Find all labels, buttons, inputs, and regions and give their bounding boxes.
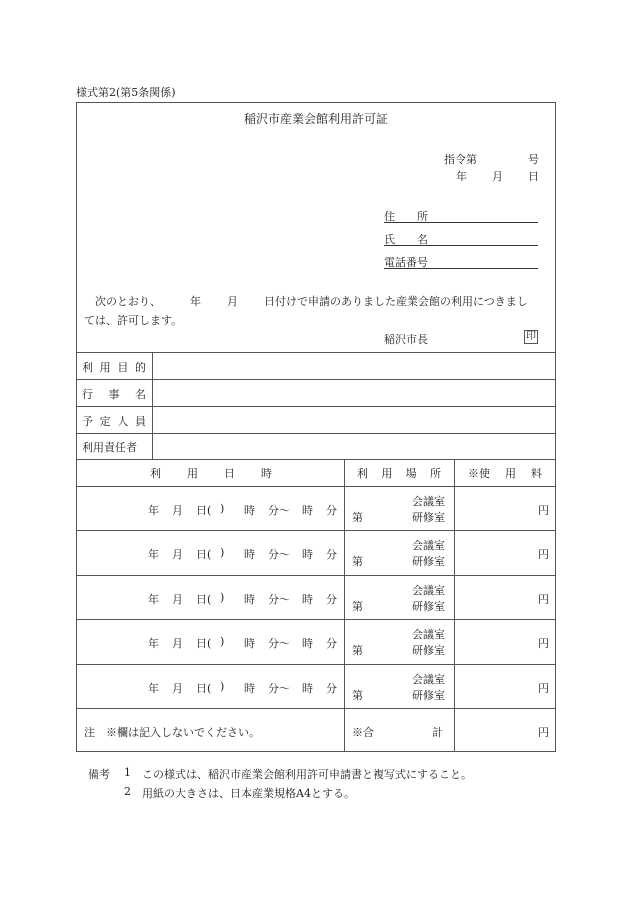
- datetime-unit: 時: [302, 548, 313, 561]
- header-usage-place: [357, 465, 441, 481]
- place-option-meeting-room[interactable]: 会議室: [412, 495, 445, 508]
- datetime-unit: 時: [244, 548, 255, 561]
- name-label: 氏 名: [384, 233, 428, 246]
- header-usage-datetime: [150, 465, 272, 481]
- form-number-label: 様式第2(第5条関係): [76, 86, 176, 99]
- phone-label: 電話番号: [384, 256, 428, 269]
- name-field-line[interactable]: [384, 245, 538, 246]
- header-char: 用: [381, 467, 393, 480]
- datetime-unit: ): [220, 680, 225, 693]
- remarks-label: 備考: [88, 768, 110, 781]
- address-label: 住 所: [384, 210, 428, 223]
- datetime-unit: 年: [148, 682, 159, 695]
- label-char: 名: [135, 388, 146, 401]
- datetime-unit: 時: [302, 504, 313, 517]
- datetime-unit: 時: [244, 637, 255, 650]
- place-prefix: 第: [352, 644, 363, 657]
- datetime-unit: 年: [148, 637, 159, 650]
- fee-unit: 円: [538, 548, 549, 561]
- total-label-a: ※合: [352, 726, 374, 739]
- header-char: 場: [405, 467, 417, 480]
- header-char: 所: [429, 467, 441, 480]
- header-char: 用: [187, 467, 198, 480]
- body-text-intro: 次のとおり、: [95, 295, 161, 308]
- header-char: 日: [224, 467, 235, 480]
- remark-text: この様式は、稲沢市産業会館利用許可申請書と複写式にすること。: [142, 768, 472, 781]
- datetime-unit: ): [220, 635, 225, 648]
- place-option-meeting-room[interactable]: 会議室: [412, 584, 445, 597]
- place-option-training-room[interactable]: 研修室: [412, 644, 445, 657]
- place-option-meeting-room[interactable]: 会議室: [412, 628, 445, 641]
- datetime-unit: 分: [326, 593, 337, 606]
- datetime-unit: 時: [244, 593, 255, 606]
- directive-suffix: 号: [528, 153, 539, 166]
- remark-number: 1: [124, 766, 131, 779]
- datetime-unit: 日(: [196, 593, 212, 606]
- datetime-unit: 月: [172, 637, 183, 650]
- place-option-training-room[interactable]: 研修室: [412, 689, 445, 702]
- body-text-rest: 日付けで申請のありました産業会館の利用につきまし: [264, 295, 528, 308]
- datetime-unit: 分〜: [268, 637, 290, 650]
- purpose-input[interactable]: [153, 353, 555, 378]
- datetime-unit: 時: [302, 637, 313, 650]
- place-option-training-room[interactable]: 研修室: [412, 600, 445, 613]
- datetime-unit: 時: [244, 682, 255, 695]
- seal-stamp-box: 印: [526, 331, 536, 342]
- datetime-unit: ): [220, 502, 225, 515]
- datetime-unit: 月: [172, 548, 183, 561]
- body-text-month: 月: [227, 295, 238, 308]
- responsible-person-input[interactable]: [153, 434, 555, 458]
- fee-unit: 円: [538, 504, 549, 517]
- divider: [76, 486, 556, 487]
- divider: [76, 664, 556, 665]
- issuer-name: 稲沢市長: [384, 333, 428, 346]
- datetime-unit: 年: [148, 593, 159, 606]
- divider: [76, 459, 556, 460]
- datetime-unit: 分: [326, 682, 337, 695]
- datetime-unit: ): [220, 546, 225, 559]
- label-char: 員: [134, 415, 146, 428]
- place-prefix: 第: [352, 511, 363, 524]
- issue-date-day: 日: [528, 170, 539, 183]
- label-char: 予: [82, 415, 93, 428]
- place-option-meeting-room[interactable]: 会議室: [412, 539, 445, 552]
- total-label-b: 計: [432, 726, 443, 739]
- label-char: 目: [117, 361, 129, 374]
- datetime-unit: 年: [148, 504, 159, 517]
- divider: [76, 708, 556, 709]
- datetime-unit: 時: [244, 504, 255, 517]
- remark-text: 用紙の大きさは、日本産業規格A4とする。: [142, 787, 355, 800]
- place-prefix: 第: [352, 600, 363, 613]
- place-option-meeting-room[interactable]: 会議室: [412, 673, 445, 686]
- header-usage-fee: [468, 465, 542, 481]
- directive-prefix: 指令第: [444, 153, 477, 166]
- divider: [76, 530, 556, 531]
- field-label-attendees: [76, 413, 152, 429]
- header-char: 利: [150, 467, 161, 480]
- field-label-responsible-person: 利用責任者: [82, 441, 137, 454]
- datetime-unit: 年: [148, 548, 159, 561]
- datetime-unit: 日(: [196, 682, 212, 695]
- datetime-unit: 分〜: [268, 682, 290, 695]
- fee-unit: 円: [538, 637, 549, 650]
- label-char: 的: [134, 361, 146, 374]
- field-label-event-name: [76, 386, 152, 402]
- datetime-unit: 分: [326, 548, 337, 561]
- header-char: 用: [505, 467, 516, 480]
- datetime-unit: 日(: [196, 548, 212, 561]
- datetime-unit: 月: [172, 682, 183, 695]
- datetime-unit: 分〜: [268, 548, 290, 561]
- address-field-line[interactable]: [384, 222, 538, 223]
- body-text-line2: ては、許可します。: [84, 314, 183, 327]
- issue-date-year: 年: [456, 170, 467, 183]
- place-prefix: 第: [352, 555, 363, 568]
- field-label-purpose: [76, 359, 152, 375]
- label-char: 用: [99, 361, 111, 374]
- datetime-unit: 日(: [196, 504, 212, 517]
- datetime-unit: 日(: [196, 637, 212, 650]
- divider: [76, 619, 556, 620]
- header-char: 時: [261, 467, 272, 480]
- attendees-input[interactable]: [153, 407, 555, 432]
- phone-field-line[interactable]: [384, 268, 538, 269]
- issue-date-month: 月: [492, 170, 503, 183]
- datetime-unit: 月: [172, 593, 183, 606]
- datetime-unit: 分: [326, 504, 337, 517]
- total-fee-unit: 円: [538, 726, 549, 739]
- label-char: 行: [82, 388, 93, 401]
- label-char: 定: [99, 415, 111, 428]
- datetime-unit: 時: [302, 593, 313, 606]
- datetime-unit: 分〜: [268, 504, 290, 517]
- label-char: 利: [82, 361, 93, 374]
- datetime-unit: 分: [326, 637, 337, 650]
- header-char: ※使: [468, 467, 490, 480]
- label-char: 人: [117, 415, 129, 428]
- datetime-unit: 分〜: [268, 593, 290, 606]
- divider: [76, 575, 556, 576]
- datetime-unit: ): [220, 591, 225, 604]
- form-title: 稲沢市産業会館利用許可証: [243, 112, 388, 126]
- place-prefix: 第: [352, 689, 363, 702]
- event-name-input[interactable]: [153, 380, 555, 405]
- remark-number: 2: [124, 785, 131, 798]
- header-char: 料: [531, 467, 542, 480]
- place-option-training-room[interactable]: 研修室: [412, 511, 445, 524]
- note-text: 注 ※欄は記入しないでください。: [84, 726, 260, 739]
- datetime-unit: 月: [172, 504, 183, 517]
- header-char: 利: [357, 467, 368, 480]
- label-char: 事: [108, 388, 120, 401]
- fee-unit: 円: [538, 593, 549, 606]
- body-text-year: 年: [190, 295, 201, 308]
- datetime-unit: 時: [302, 682, 313, 695]
- fee-unit: 円: [538, 682, 549, 695]
- place-option-training-room[interactable]: 研修室: [412, 555, 445, 568]
